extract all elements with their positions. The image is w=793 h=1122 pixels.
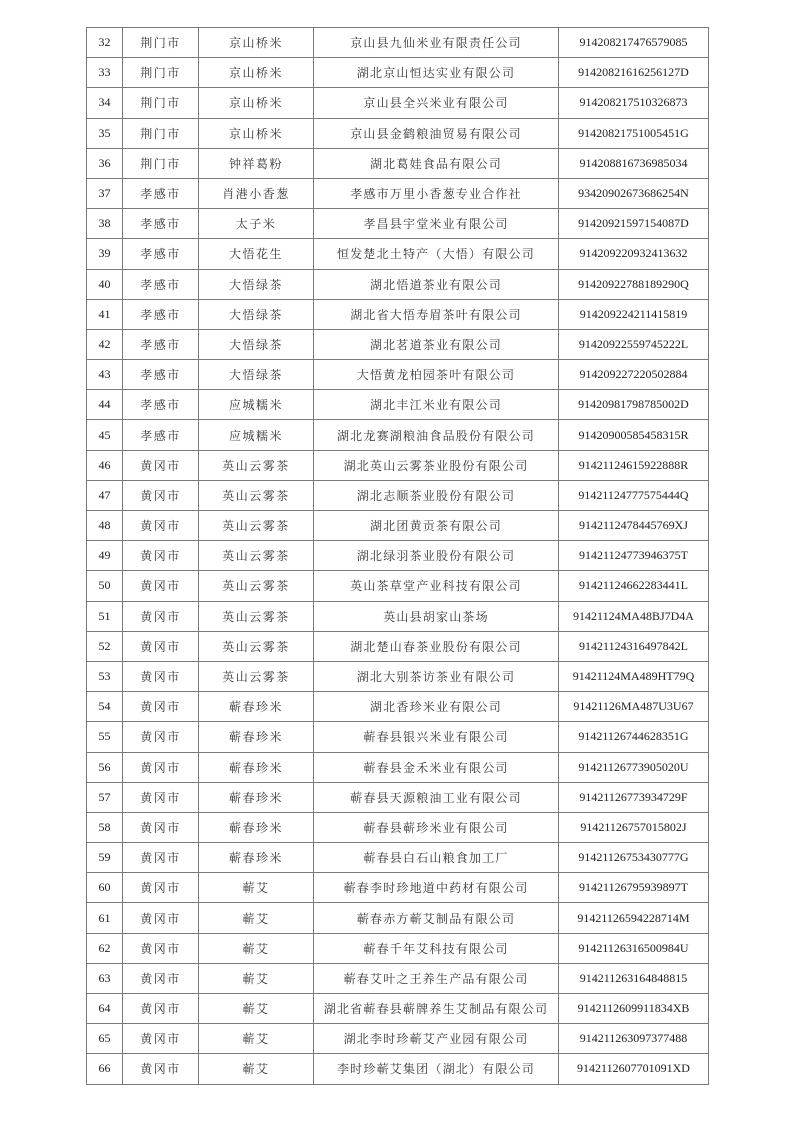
table-row bbox=[87, 239, 709, 269]
credit-code-cell: 91420821616256127D bbox=[559, 58, 709, 88]
city-cell: 孝感市 bbox=[123, 299, 199, 329]
credit-code-cell: 914209220932413632 bbox=[559, 239, 709, 269]
company-cell: 孝昌县宇堂米业有限公司 bbox=[314, 209, 559, 239]
credit-code-cell: 91421126795939897T bbox=[559, 873, 709, 903]
product-cell: 英山云雾茶 bbox=[199, 571, 314, 601]
credit-code-cell: 91421124MA489HT79Q bbox=[559, 661, 709, 691]
row-number: 37 bbox=[87, 178, 123, 208]
credit-code-cell: 9142112478445769XJ bbox=[559, 511, 709, 541]
credit-code-cell: 91420821751005451G bbox=[559, 118, 709, 148]
credit-code-cell: 91421124615922888R bbox=[559, 450, 709, 480]
city-cell: 荆门市 bbox=[123, 28, 199, 58]
row-number: 39 bbox=[87, 239, 123, 269]
table-row bbox=[87, 450, 709, 480]
credit-code-cell: 93420902673686254N bbox=[559, 178, 709, 208]
credit-code-cell: 91421126753430777G bbox=[559, 843, 709, 873]
product-cell: 英山云雾茶 bbox=[199, 511, 314, 541]
product-cell: 蕲春珍米 bbox=[199, 752, 314, 782]
company-cell: 湖北葛娃食品有限公司 bbox=[314, 148, 559, 178]
credit-code-cell: 91420922559745222L bbox=[559, 329, 709, 359]
table-row bbox=[87, 994, 709, 1024]
company-cell: 英山茶草堂产业科技有限公司 bbox=[314, 571, 559, 601]
row-number: 59 bbox=[87, 843, 123, 873]
company-cell: 湖北省大悟寿眉茶叶有限公司 bbox=[314, 299, 559, 329]
table-row bbox=[87, 812, 709, 842]
product-cell: 京山桥米 bbox=[199, 58, 314, 88]
product-cell: 蕲艾 bbox=[199, 963, 314, 993]
row-number: 45 bbox=[87, 420, 123, 450]
company-cell: 湖北龙赛湖粮油食品股份有限公司 bbox=[314, 420, 559, 450]
company-cell: 湖北李时珍蕲艾产业园有限公司 bbox=[314, 1024, 559, 1054]
credit-code-cell: 91421124773946375T bbox=[559, 541, 709, 571]
table-row bbox=[87, 873, 709, 903]
credit-code-cell: 914211263164848815 bbox=[559, 963, 709, 993]
credit-code-cell: 91421126773905020U bbox=[559, 752, 709, 782]
row-number: 48 bbox=[87, 511, 123, 541]
table-row bbox=[87, 209, 709, 239]
product-cell: 蕲艾 bbox=[199, 1024, 314, 1054]
table-row bbox=[87, 28, 709, 58]
credit-code-cell: 914208816736985034 bbox=[559, 148, 709, 178]
company-cell: 京山县金鹤粮油贸易有限公司 bbox=[314, 118, 559, 148]
row-number: 38 bbox=[87, 209, 123, 239]
company-cell: 湖北绿羽茶业股份有限公司 bbox=[314, 541, 559, 571]
product-cell: 英山云雾茶 bbox=[199, 450, 314, 480]
city-cell: 黄冈市 bbox=[123, 903, 199, 933]
city-cell: 黄冈市 bbox=[123, 541, 199, 571]
row-number: 53 bbox=[87, 661, 123, 691]
product-cell: 京山桥米 bbox=[199, 28, 314, 58]
product-cell: 英山云雾茶 bbox=[199, 661, 314, 691]
product-cell: 京山桥米 bbox=[199, 88, 314, 118]
product-cell: 蕲艾 bbox=[199, 903, 314, 933]
table-row bbox=[87, 58, 709, 88]
city-cell: 黄冈市 bbox=[123, 873, 199, 903]
product-cell: 大悟绿茶 bbox=[199, 269, 314, 299]
table-row bbox=[87, 963, 709, 993]
table-row bbox=[87, 299, 709, 329]
table-row bbox=[87, 178, 709, 208]
city-cell: 黄冈市 bbox=[123, 933, 199, 963]
product-cell: 大悟绿茶 bbox=[199, 299, 314, 329]
credit-code-cell: 914209227220502884 bbox=[559, 360, 709, 390]
credit-code-cell: 91420922788189290Q bbox=[559, 269, 709, 299]
credit-code-cell: 91421126773934729F bbox=[559, 782, 709, 812]
city-cell: 孝感市 bbox=[123, 329, 199, 359]
table-row bbox=[87, 1054, 709, 1084]
table-row bbox=[87, 511, 709, 541]
row-number: 36 bbox=[87, 148, 123, 178]
credit-code-cell: 91420900585458315R bbox=[559, 420, 709, 450]
table-row bbox=[87, 843, 709, 873]
product-cell: 蕲艾 bbox=[199, 994, 314, 1024]
product-cell: 太子米 bbox=[199, 209, 314, 239]
product-cell: 大悟绿茶 bbox=[199, 329, 314, 359]
product-cell: 蕲春珍米 bbox=[199, 812, 314, 842]
product-cell: 大悟花生 bbox=[199, 239, 314, 269]
credit-code-cell: 914208217476579085 bbox=[559, 28, 709, 58]
credit-code-cell: 91420981798785002D bbox=[559, 390, 709, 420]
row-number: 43 bbox=[87, 360, 123, 390]
company-cell: 李时珍蕲艾集团（湖北）有限公司 bbox=[314, 1054, 559, 1084]
city-cell: 孝感市 bbox=[123, 360, 199, 390]
row-number: 35 bbox=[87, 118, 123, 148]
credit-code-cell: 91421124316497842L bbox=[559, 631, 709, 661]
table-row bbox=[87, 480, 709, 510]
city-cell: 黄冈市 bbox=[123, 450, 199, 480]
row-number: 32 bbox=[87, 28, 123, 58]
product-cell: 京山桥米 bbox=[199, 118, 314, 148]
row-number: 51 bbox=[87, 601, 123, 631]
table-body bbox=[87, 28, 709, 1085]
product-cell: 蕲艾 bbox=[199, 1054, 314, 1084]
city-cell: 黄冈市 bbox=[123, 722, 199, 752]
company-cell: 恒发楚北土特产（大悟）有限公司 bbox=[314, 239, 559, 269]
table-row bbox=[87, 118, 709, 148]
company-cell: 湖北志顺茶业股份有限公司 bbox=[314, 480, 559, 510]
city-cell: 黄冈市 bbox=[123, 661, 199, 691]
city-cell: 黄冈市 bbox=[123, 1054, 199, 1084]
product-cell: 蕲艾 bbox=[199, 873, 314, 903]
product-cell: 英山云雾茶 bbox=[199, 480, 314, 510]
company-cell: 湖北省蕲春县蕲牌养生艾制品有限公司 bbox=[314, 994, 559, 1024]
company-cell: 湖北悟道茶业有限公司 bbox=[314, 269, 559, 299]
row-number: 54 bbox=[87, 692, 123, 722]
table-row bbox=[87, 571, 709, 601]
table-row bbox=[87, 329, 709, 359]
table-row bbox=[87, 631, 709, 661]
table-row bbox=[87, 692, 709, 722]
city-cell: 黄冈市 bbox=[123, 752, 199, 782]
row-number: 47 bbox=[87, 480, 123, 510]
row-number: 33 bbox=[87, 58, 123, 88]
company-cell: 蕲春县金禾米业有限公司 bbox=[314, 752, 559, 782]
table-row bbox=[87, 782, 709, 812]
company-cell: 蕲春赤方蕲艾制品有限公司 bbox=[314, 903, 559, 933]
company-cell: 孝感市万里小香葱专业合作社 bbox=[314, 178, 559, 208]
table-row bbox=[87, 541, 709, 571]
product-cell: 蕲艾 bbox=[199, 933, 314, 963]
table-row bbox=[87, 661, 709, 691]
table-row bbox=[87, 420, 709, 450]
credit-code-cell: 91421126757015802J bbox=[559, 812, 709, 842]
company-cell: 蕲春李时珍地道中药材有限公司 bbox=[314, 873, 559, 903]
city-cell: 黄冈市 bbox=[123, 480, 199, 510]
table-row bbox=[87, 933, 709, 963]
row-number: 61 bbox=[87, 903, 123, 933]
row-number: 42 bbox=[87, 329, 123, 359]
city-cell: 黄冈市 bbox=[123, 782, 199, 812]
city-cell: 黄冈市 bbox=[123, 571, 199, 601]
credit-code-cell: 91421124777575444Q bbox=[559, 480, 709, 510]
company-cell: 湖北京山恒达实业有限公司 bbox=[314, 58, 559, 88]
table-row bbox=[87, 722, 709, 752]
table-row bbox=[87, 360, 709, 390]
credit-code-cell: 91421124MA48BJ7D4A bbox=[559, 601, 709, 631]
city-cell: 孝感市 bbox=[123, 269, 199, 299]
city-cell: 孝感市 bbox=[123, 209, 199, 239]
company-cell: 湖北香珍米业有限公司 bbox=[314, 692, 559, 722]
city-cell: 黄冈市 bbox=[123, 963, 199, 993]
row-number: 55 bbox=[87, 722, 123, 752]
company-cell: 湖北楚山春茶业股份有限公司 bbox=[314, 631, 559, 661]
city-cell: 荆门市 bbox=[123, 148, 199, 178]
row-number: 49 bbox=[87, 541, 123, 571]
row-number: 52 bbox=[87, 631, 123, 661]
row-number: 58 bbox=[87, 812, 123, 842]
table-row bbox=[87, 148, 709, 178]
row-number: 64 bbox=[87, 994, 123, 1024]
city-cell: 黄冈市 bbox=[123, 812, 199, 842]
table-row bbox=[87, 88, 709, 118]
row-number: 56 bbox=[87, 752, 123, 782]
row-number: 63 bbox=[87, 963, 123, 993]
row-number: 50 bbox=[87, 571, 123, 601]
city-cell: 黄冈市 bbox=[123, 601, 199, 631]
city-cell: 孝感市 bbox=[123, 239, 199, 269]
product-cell: 大悟绿茶 bbox=[199, 360, 314, 390]
credit-code-cell: 91421124662283441L bbox=[559, 571, 709, 601]
company-cell: 大悟黄龙柏园茶叶有限公司 bbox=[314, 360, 559, 390]
table-row bbox=[87, 1024, 709, 1054]
credit-code-cell: 91420921597154087D bbox=[559, 209, 709, 239]
credit-code-cell: 9142112609911834XB bbox=[559, 994, 709, 1024]
row-number: 66 bbox=[87, 1054, 123, 1084]
product-cell: 钟祥葛粉 bbox=[199, 148, 314, 178]
company-cell: 湖北英山云雾茶业股份有限公司 bbox=[314, 450, 559, 480]
company-cell: 英山县胡家山茶场 bbox=[314, 601, 559, 631]
table-row bbox=[87, 601, 709, 631]
company-cell: 湖北大别茶访茶业有限公司 bbox=[314, 661, 559, 691]
product-cell: 蕲春珍米 bbox=[199, 722, 314, 752]
company-cell: 京山县九仙米业有限责任公司 bbox=[314, 28, 559, 58]
company-cell: 湖北团黄贡茶有限公司 bbox=[314, 511, 559, 541]
row-number: 44 bbox=[87, 390, 123, 420]
table-row bbox=[87, 752, 709, 782]
city-cell: 荆门市 bbox=[123, 88, 199, 118]
product-cell: 应城糯米 bbox=[199, 420, 314, 450]
company-cell: 湖北茗道茶业有限公司 bbox=[314, 329, 559, 359]
credit-code-cell: 914211263097377488 bbox=[559, 1024, 709, 1054]
city-cell: 黄冈市 bbox=[123, 843, 199, 873]
row-number: 46 bbox=[87, 450, 123, 480]
row-number: 41 bbox=[87, 299, 123, 329]
company-cell: 蕲春县蕲珍米业有限公司 bbox=[314, 812, 559, 842]
company-cell: 京山县全兴米业有限公司 bbox=[314, 88, 559, 118]
city-cell: 黄冈市 bbox=[123, 994, 199, 1024]
company-cell: 蕲春千年艾科技有限公司 bbox=[314, 933, 559, 963]
city-cell: 荆门市 bbox=[123, 118, 199, 148]
product-cell: 英山云雾茶 bbox=[199, 631, 314, 661]
table-row bbox=[87, 903, 709, 933]
city-cell: 黄冈市 bbox=[123, 692, 199, 722]
credit-code-cell: 91421126MA487U3U67 bbox=[559, 692, 709, 722]
city-cell: 黄冈市 bbox=[123, 511, 199, 541]
credit-code-cell: 9142112607701091XD bbox=[559, 1054, 709, 1084]
row-number: 65 bbox=[87, 1024, 123, 1054]
row-number: 57 bbox=[87, 782, 123, 812]
row-number: 34 bbox=[87, 88, 123, 118]
city-cell: 孝感市 bbox=[123, 420, 199, 450]
product-cell: 英山云雾茶 bbox=[199, 601, 314, 631]
credit-code-cell: 914208217510326873 bbox=[559, 88, 709, 118]
credit-code-cell: 91421126316500984U bbox=[559, 933, 709, 963]
product-cell: 英山云雾茶 bbox=[199, 541, 314, 571]
product-cell: 应城糯米 bbox=[199, 390, 314, 420]
row-number: 60 bbox=[87, 873, 123, 903]
company-cell: 湖北丰江米业有限公司 bbox=[314, 390, 559, 420]
credit-code-cell: 91421126744628351G bbox=[559, 722, 709, 752]
table-row bbox=[87, 390, 709, 420]
product-cell: 蕲春珍米 bbox=[199, 782, 314, 812]
city-cell: 孝感市 bbox=[123, 178, 199, 208]
credit-code-cell: 91421126594228714M bbox=[559, 903, 709, 933]
company-cell: 蕲春艾叶之王养生产品有限公司 bbox=[314, 963, 559, 993]
product-cell: 蕲春珍米 bbox=[199, 843, 314, 873]
company-cell: 蕲春县白石山粮食加工厂 bbox=[314, 843, 559, 873]
row-number: 40 bbox=[87, 269, 123, 299]
product-cell: 蕲春珍米 bbox=[199, 692, 314, 722]
city-cell: 黄冈市 bbox=[123, 631, 199, 661]
company-cell: 蕲春县天源粮油工业有限公司 bbox=[314, 782, 559, 812]
city-cell: 黄冈市 bbox=[123, 1024, 199, 1054]
credit-code-cell: 914209224211415819 bbox=[559, 299, 709, 329]
product-cell: 肖港小香葱 bbox=[199, 178, 314, 208]
city-cell: 孝感市 bbox=[123, 390, 199, 420]
enterprise-table bbox=[86, 27, 709, 1085]
row-number: 62 bbox=[87, 933, 123, 963]
table-row bbox=[87, 269, 709, 299]
city-cell: 荆门市 bbox=[123, 58, 199, 88]
company-cell: 蕲春县银兴米业有限公司 bbox=[314, 722, 559, 752]
